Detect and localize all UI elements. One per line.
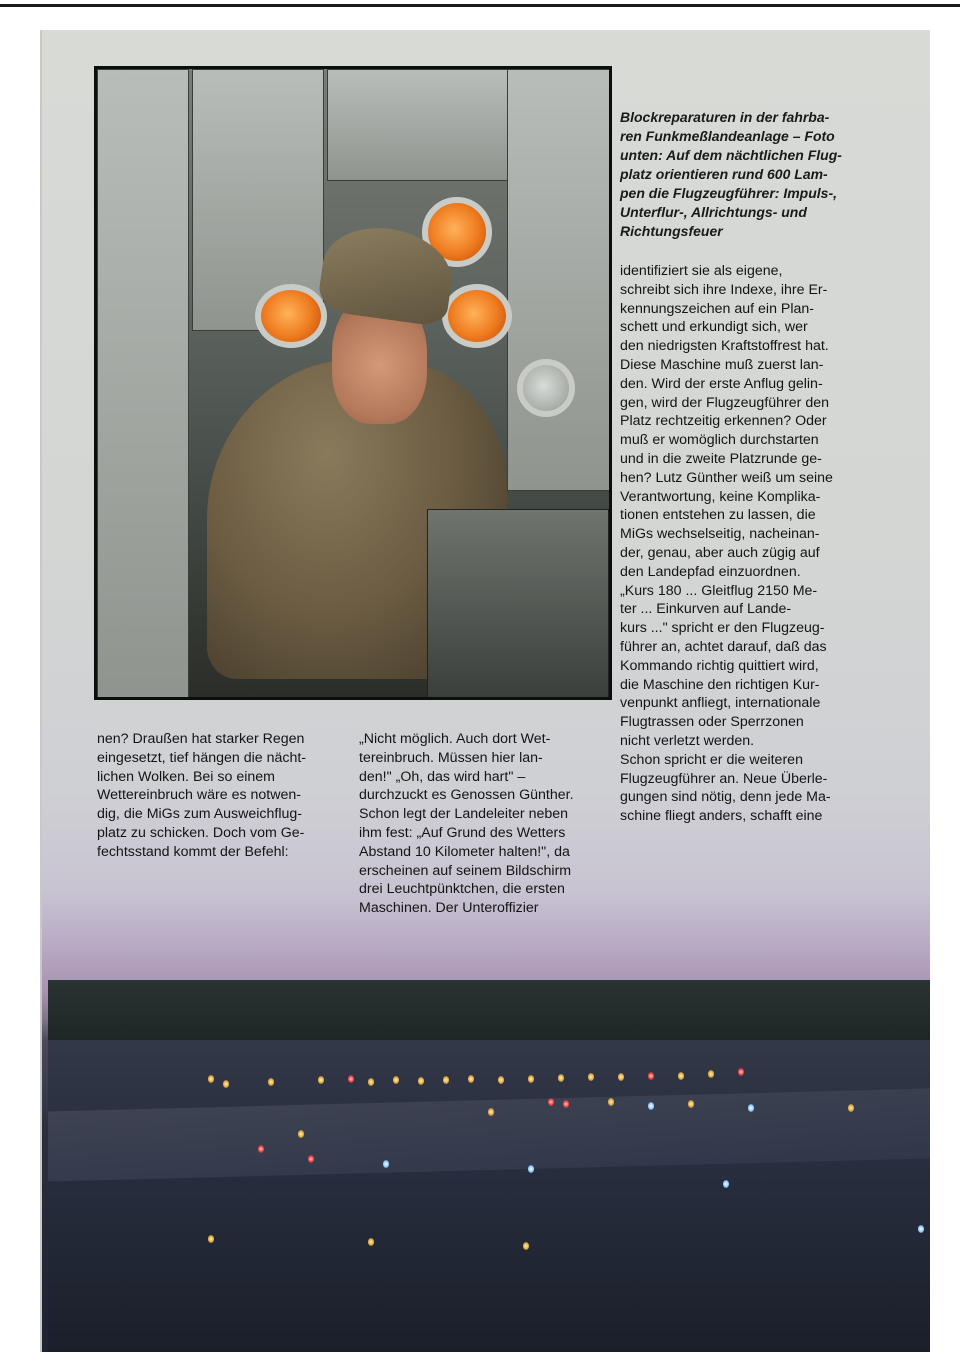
text-line: Flugzeugführer an. Neue Überle- [620, 770, 828, 787]
text-line: der, genau, aber auch zügig auf [620, 544, 820, 561]
runway-lamp [748, 1104, 754, 1112]
text-line: Kommando richtig quittiert wird, [620, 657, 819, 674]
text-line: muß er womöglich durchstarten [620, 432, 819, 449]
text-line: erscheinen auf seinem Bildschirm [359, 862, 572, 879]
runway-lamp [918, 1225, 924, 1233]
runway-lamp [648, 1072, 654, 1080]
text-line: schett und erkundigt sich, wer [620, 319, 808, 336]
text-line: und in die zweite Platzrunde ge- [620, 450, 822, 467]
text-column-right [620, 262, 890, 826]
text-line: tionen entstehen zu lassen, die [620, 507, 816, 524]
text-line: die Maschine den richtigen Kur- [620, 676, 820, 693]
treeline [48, 980, 930, 1040]
text-line: gungen sind nötig, denn jede Ma- [620, 789, 831, 806]
runway-lamp [268, 1078, 274, 1086]
text-line: dig, die MiGs zum Ausweichflug- [97, 806, 303, 823]
runway-lamp [688, 1100, 694, 1108]
runway-lamp [523, 1242, 529, 1250]
runway-lamp [528, 1165, 534, 1173]
runway-lamp [348, 1075, 354, 1083]
text-line: den Landepfad einzuordnen. [620, 563, 801, 580]
text-line: schine fliegt anders, schafft eine [620, 808, 823, 825]
text-line: den. Wird der erste Anflug gelin- [620, 375, 823, 392]
magazine-page [40, 30, 930, 1352]
caption-line: ren Funkmeßlandeanlage – Foto [620, 128, 835, 144]
meter-dial [517, 359, 575, 417]
text-line: Platz rechtzeitig erkennen? Oder [620, 413, 827, 430]
runway-lamp [498, 1076, 504, 1084]
text-line: schreibt sich ihre Indexe, ihre Er- [620, 281, 828, 298]
text-line: identifiziert sie als eigene, [620, 263, 783, 279]
text-line: venpunkt anfliegt, internationale [620, 695, 821, 712]
caption-line: Blockreparaturen in der fahrba- [620, 109, 830, 125]
text-line: Verantwortung, keine Komplika- [620, 488, 821, 505]
runway-lamp [223, 1080, 229, 1088]
text-line: Schon legt der Landeleiter neben [359, 806, 569, 823]
runway-lamp [318, 1076, 324, 1084]
text-line: kennungszeichen auf ein Plan- [620, 300, 815, 317]
text-line: führer an, achtet darauf, daß das [620, 638, 827, 655]
runway-lamp [208, 1235, 214, 1243]
top-rule [0, 4, 960, 7]
text-line: „Kurs 180 ... Gleitflug 2150 Me- [620, 582, 818, 599]
runway-lamp [648, 1102, 654, 1110]
runway-lamp [298, 1130, 304, 1138]
equipment-rack-right [507, 69, 611, 491]
text-line: hen? Lutz Günther weiß um seine [620, 469, 833, 486]
text-column-middle [359, 730, 609, 918]
text-line: ter ... Einkurven auf Lande- [620, 601, 792, 618]
text-line: „Nicht möglich. Auch dort Wet- [359, 731, 551, 747]
text-line: den niedrigsten Kraftstoffrest hat. [620, 338, 829, 355]
radar-scope [255, 284, 327, 348]
text-line: MiGs wechselseitig, nacheinan- [620, 526, 820, 543]
caption-line: pen die Flugzeugführer: Impuls-, [620, 185, 837, 201]
text-line: fechtsstand kommt der Befehl: [97, 843, 289, 860]
radar-scope [442, 284, 512, 348]
runway-lamp [723, 1180, 729, 1188]
photo-caption [620, 108, 890, 241]
caption-line: unten: Auf dem nächtlichen Flug- [620, 147, 842, 163]
text-line: nicht verletzt werden. [620, 732, 755, 749]
text-line: tereinbruch. Müssen hier lan- [359, 749, 543, 766]
text-line: den!" „Oh, das wird hart" – [359, 768, 526, 785]
equipment-rack-top [327, 69, 509, 181]
text-column-left [97, 730, 347, 862]
runway-lamp [738, 1068, 744, 1076]
caption-line: Unterflur-, Allrichtungs- und [620, 204, 807, 220]
text-line: gen, wird der Flugzeugführer den [620, 394, 829, 411]
runway-lamp [488, 1108, 494, 1116]
text-line: ihm fest: „Auf Grund des Wetters [359, 824, 566, 841]
equipment-rack-left [97, 69, 189, 699]
text-line: kurs ..." spricht er den Flugzeug- [620, 620, 825, 637]
runway-lamp [468, 1075, 474, 1083]
runway-lamp [563, 1100, 569, 1108]
radar-repair-photo [94, 66, 612, 700]
runway-lamp [383, 1160, 389, 1168]
text-line: Maschinen. Der Unteroffizier [359, 900, 539, 917]
text-line: durchzuckt es Genossen Günther. [359, 787, 574, 804]
runway-lamp [848, 1104, 854, 1112]
runway-lamp [418, 1077, 424, 1085]
text-line: Diese Maschine muß zuerst lan- [620, 356, 824, 373]
runway-lamp [558, 1074, 564, 1082]
text-line: Wettereinbruch wäre es notwen- [97, 787, 301, 804]
text-line: platz zu schicken. Doch vom Ge- [97, 824, 305, 841]
runway-lamp [548, 1098, 554, 1106]
text-line: nen? Draußen hat starker Regen [97, 731, 305, 747]
runway-lamp [368, 1238, 374, 1246]
text-line: eingesetzt, tief hängen die nächt- [97, 749, 307, 766]
text-line: Flugtrassen oder Sperrzonen [620, 714, 804, 731]
text-line: lichen Wolken. Bei so einem [97, 768, 275, 785]
caption-line: platz orientieren rund 600 Lam- [620, 166, 828, 182]
text-line: Abstand 10 Kilometer halten!", da [359, 843, 570, 860]
runway-lamp [608, 1098, 614, 1106]
runway-lamp [708, 1070, 714, 1078]
runway-lamp [528, 1075, 534, 1083]
runway-lamp [678, 1072, 684, 1080]
runway-lamp [308, 1155, 314, 1163]
night-airfield-photo [48, 980, 930, 1352]
text-line: Schon spricht er die weiteren [620, 751, 803, 768]
runway-lamp [258, 1145, 264, 1153]
runway-lamp [618, 1073, 624, 1081]
runway-lamp [368, 1078, 374, 1086]
runway-lamp [393, 1076, 399, 1084]
runway-lamp [588, 1073, 594, 1081]
console-unit [427, 509, 609, 700]
runway-lamp [208, 1075, 214, 1083]
runway-lamp [443, 1076, 449, 1084]
runway [48, 1088, 930, 1181]
caption-line: Richtungsfeuer [620, 223, 723, 239]
text-line: drei Leuchtpünktchen, die ersten [359, 881, 565, 898]
